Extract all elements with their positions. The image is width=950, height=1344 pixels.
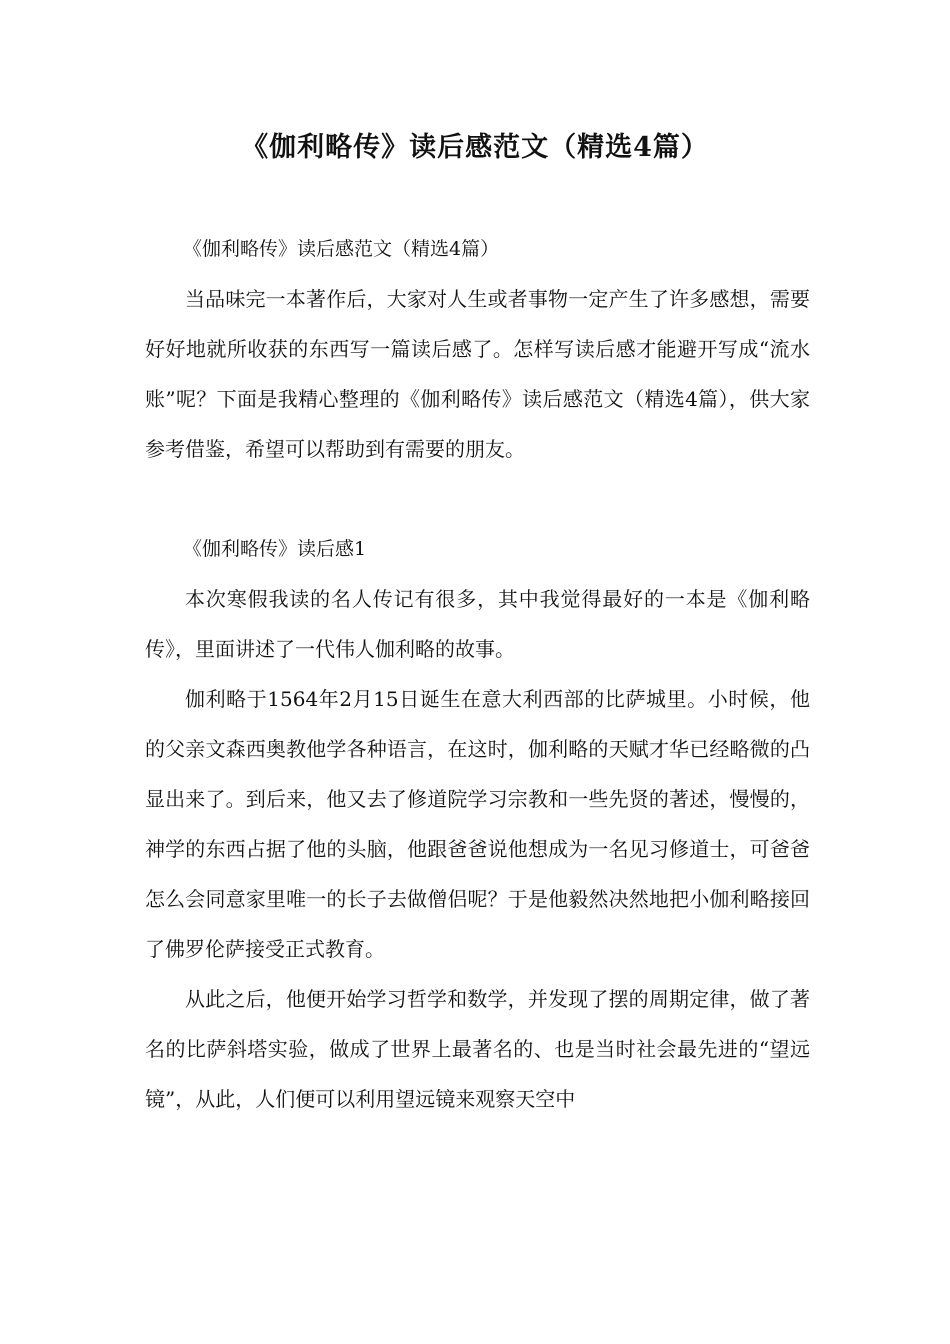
- section1-heading: 《伽利略传》读后感1: [183, 538, 367, 560]
- intro-heading: 《伽利略传》读后感范文（精选4篇）: [183, 238, 500, 260]
- document-title: 《伽利略传》读后感范文（精选4篇）: [241, 132, 709, 163]
- section-spacer: [145, 474, 810, 524]
- section1-paragraph-2: 伽利略于1564年2月15日诞生在意大利西部的比萨城里。小时候，他的父亲文森西奥教他学各种语言，在这时，伽利略的天赋才华已经略微的凸显出来了。到后来，他又去了修道院学习宗教和一些先贤的著述，慢慢的，神学的东西占据了他的头脑，他跟爸爸说他想成为一名见习修道士，可爸爸怎么会同意家里唯一的长子去做僧侣呢？于是他毅然决然地把小伽利略接回了佛罗伦萨接受正式教育。: [145, 687, 810, 961]
- document-body: [145, 224, 810, 1124]
- section1-paragraph-3: 从此之后，他便开始学习哲学和数学，并发现了摆的周期定律，做了著名的比萨斜塔实验，做成了世界上最著名的、也是当时社会最先进的“望远镜”，从此，人们便可以利用望远镜来观察天空中: [145, 987, 810, 1111]
- intro-paragraph: 当品味完一本著作后，大家对人生或者事物一定产生了许多感想，需要好好地就所收获的东西写一篇读后感了。怎样写读后感才能避开写成“流水账”呢？下面是我精心整理的《伽利略传》读后感范文（精选4篇），供大家参考借鉴，希望可以帮助到有需要的朋友。: [145, 287, 810, 461]
- section1-paragraph-1: 本次寒假我读的名人传记有很多，其中我觉得最好的一本是《伽利略传》，里面讲述了一代伟人伽利略的故事。: [145, 587, 810, 661]
